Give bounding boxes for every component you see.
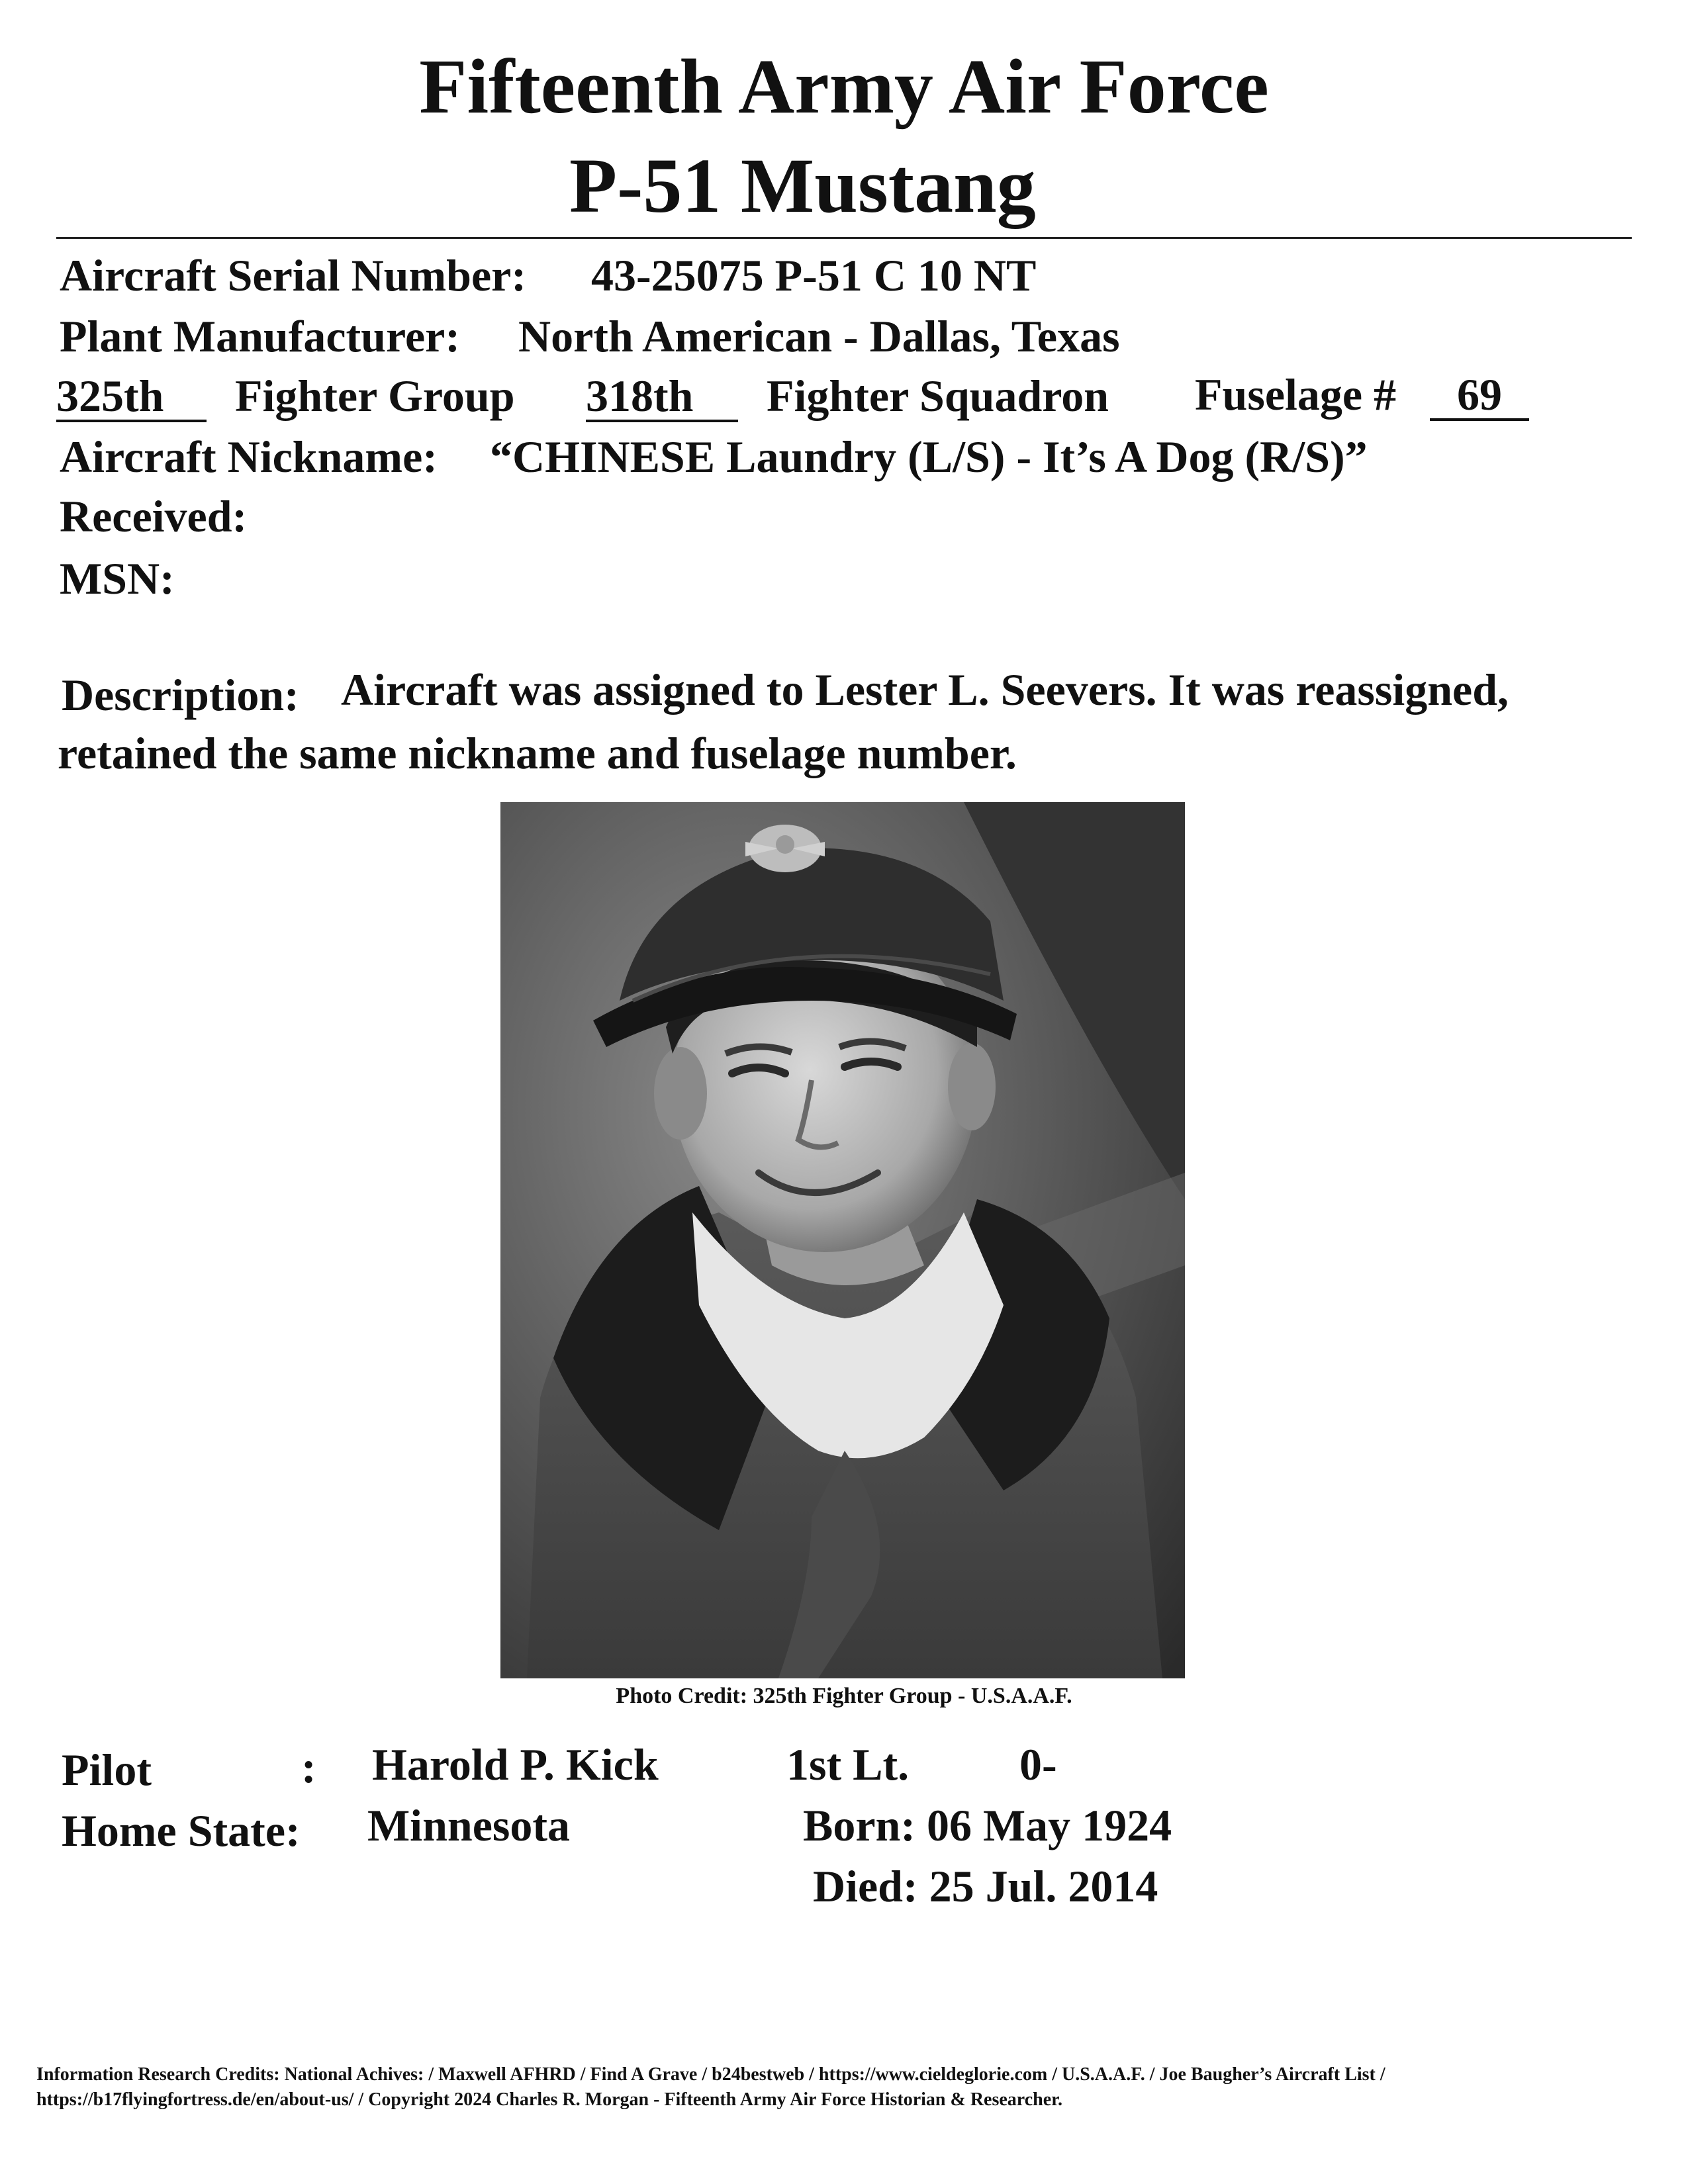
pilot-photo (500, 802, 1185, 1678)
description-line-1: Aircraft was assigned to Lester L. Seevers. It was reassigned, (341, 664, 1509, 715)
pilot-label: Pilot (62, 1745, 152, 1795)
nickname-label: Aircraft Nickname: (60, 432, 438, 482)
group-label: Fighter Group (235, 371, 515, 421)
manufacturer-label: Plant Manufacturer: (60, 311, 460, 361)
description-line-2: retained the same nickname and fuselage number. (58, 728, 1017, 778)
fuselage-label: Fuselage # (1195, 369, 1397, 420)
pilot-service-number: 0- (1019, 1739, 1057, 1790)
msn-label: MSN: (60, 553, 175, 604)
pilot-rank: 1st Lt. (786, 1739, 910, 1790)
received-label: Received: (60, 491, 248, 541)
page-title: Fifteenth Army Air Force (419, 43, 1269, 130)
fuselage-number (1430, 369, 1529, 421)
manufacturer-value: North American - Dallas, Texas (518, 311, 1120, 361)
serial-label: Aircraft Serial Number: (60, 250, 526, 300)
died-date: Died: 25 Jul. 2014 (813, 1861, 1158, 1911)
research-credits (36, 2062, 1658, 2113)
header-divider (56, 237, 1632, 239)
pilot-name: Harold P. Kick (372, 1739, 659, 1790)
born-date: Born: 06 May 1924 (803, 1800, 1172, 1850)
squadron-label: Fighter Squadron (767, 371, 1109, 421)
fuselage-number-value: 69 (1430, 372, 1529, 421)
description-label: Description: (62, 670, 299, 720)
pilot-colon: : (301, 1742, 316, 1792)
nickname-value: “CHINESE Laundry (L/S) - It’s A Dog (R/S)” (490, 432, 1368, 482)
squadron-number-value: 318th (586, 373, 738, 422)
group-number-value: 325th (56, 373, 207, 422)
research-credits-line-2: https://b17flyingfortress.de/en/about-us/ / Copyright 2024 Charles R. Morgan - Fifteenth Army Air Force Historian & Researcher. (36, 2089, 1062, 2110)
home-state-value: Minnesota (367, 1800, 570, 1850)
serial-value: 43-25075 P-51 C 10 NT (591, 250, 1037, 300)
photo-credit: Photo Credit: 325th Fighter Group - U.S.A.A.F. (616, 1684, 1072, 1708)
research-credits-line-1: Information Research Credits: National Achives: / Maxwell AFHRD / Find A Grave / b24bestweb / https://www.cieldeglorie.com / U.S.A.A.F. / Joe Baugher’s Aircraft List / (36, 2064, 1385, 2085)
home-state-label: Home State: (62, 1805, 301, 1856)
group-number (56, 373, 207, 422)
page-subtitle: P-51 Mustang (569, 142, 1036, 229)
squadron-number (586, 373, 738, 422)
